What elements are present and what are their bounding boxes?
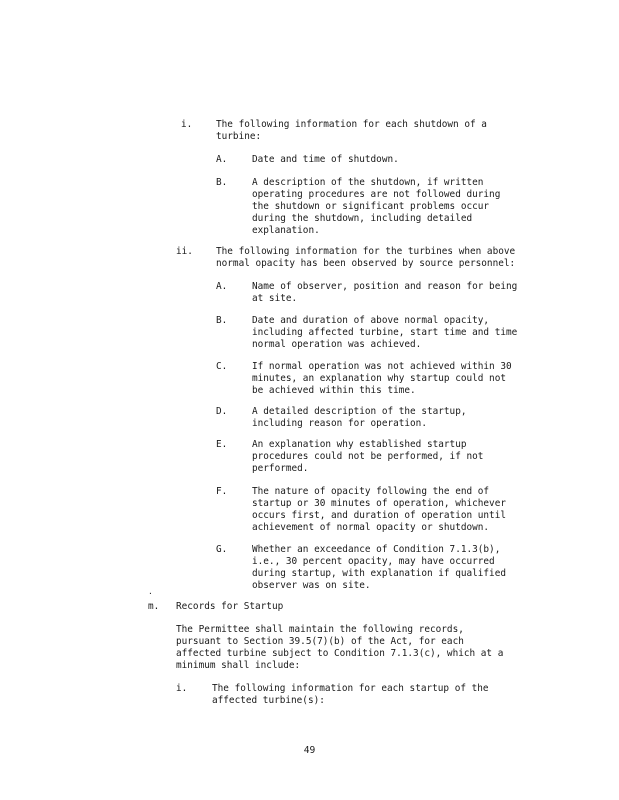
section-m-marker: m.: [148, 601, 160, 612]
stray-mark: .: [148, 587, 153, 596]
item-ii-d-text: A detailed description of the startup, including reason for operation.: [252, 406, 467, 429]
item-i-b-marker: B.: [216, 177, 228, 188]
item-i-marker: i.: [181, 119, 193, 130]
item-i-text: The following information for each shutdown of a turbine:: [216, 119, 487, 142]
item-ii-f-text: The nature of opacity following the end of startup or 30 minutes of operation, whichever occurs first, and duration of operation until achievement of normal opacity or shutdown.: [252, 486, 506, 533]
item-ii-e-marker: E.: [216, 439, 228, 450]
item-ii-c-marker: C.: [216, 361, 228, 372]
item-ii-c-text: If normal operation was not achieved within 30 minutes, an explanation why startup could not be achieved within this time.: [252, 361, 512, 396]
section-m-item-i-text: The following information for each startup of the affected turbine(s):: [212, 683, 489, 706]
item-ii-a-marker: A.: [216, 281, 228, 292]
item-i-a-text: Date and time of shutdown.: [252, 154, 399, 165]
item-ii-b-text: Date and duration of above normal opacity, including affected turbine, start time and time normal operation was achieved.: [252, 315, 518, 350]
item-ii-marker: ii.: [176, 246, 193, 257]
item-ii-g-marker: G.: [216, 544, 228, 555]
item-ii-text: The following information for the turbines when above normal opacity has been observed by source personnel:: [216, 246, 516, 269]
item-ii-b-marker: B.: [216, 315, 228, 326]
item-ii-d-marker: D.: [216, 406, 228, 417]
item-ii-g-text: Whether an exceedance of Condition 7.1.3(b), i.e., 30 percent opacity, may have occurred during startup, with explanation if qualified observer was on site.: [252, 544, 506, 591]
section-m-item-i-marker: i.: [176, 683, 188, 694]
item-i-a-marker: A.: [216, 154, 228, 165]
item-ii-e-text: An explanation why established startup procedures could not be performed, if not performed.: [252, 439, 484, 474]
item-ii-a-text: Name of observer, position and reason for being at site.: [252, 281, 518, 304]
item-ii-f-marker: F.: [216, 486, 228, 497]
section-m-intro: The Permittee shall maintain the following records, pursuant to Section 39.5(7)(b) of the Act, for each affected turbine subject to Condition 7.1.3(c), which at a minimum shall include:: [176, 624, 504, 671]
item-i-b-text: A description of the shutdown, if written operating procedures are not followed during the shutdown or significant problems occur during the shutdown, including detailed explanation.: [252, 177, 501, 236]
page-number: 49: [303, 745, 316, 756]
section-m-heading: Records for Startup: [176, 601, 284, 612]
